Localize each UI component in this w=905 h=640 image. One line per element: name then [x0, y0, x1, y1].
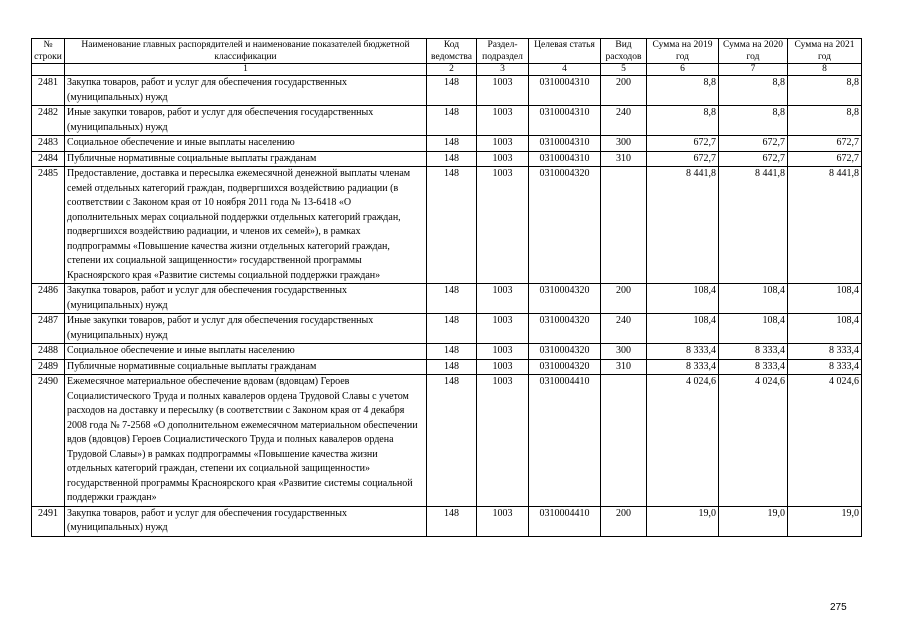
row-dept-code: 148 — [427, 136, 477, 152]
row-section: 1003 — [477, 344, 529, 360]
row-kind: 200 — [601, 506, 647, 536]
row-sum-2021: 8 441,8 — [788, 167, 862, 284]
column-number: 6 — [647, 64, 719, 76]
row-target: 0310004310 — [529, 106, 601, 136]
row-kind: 310 — [601, 151, 647, 167]
row-section: 1003 — [477, 284, 529, 314]
row-sum-2021: 672,7 — [788, 151, 862, 167]
row-sum-2021: 4 024,6 — [788, 375, 862, 507]
header-row-no: № строки — [32, 39, 65, 64]
row-dept-code: 148 — [427, 76, 477, 106]
row-sum-2021: 8,8 — [788, 76, 862, 106]
row-number: 2483 — [32, 136, 65, 152]
table-row — [32, 151, 862, 167]
row-target: 0310004320 — [529, 284, 601, 314]
row-name: Закупка товаров, работ и услуг для обеспечения государственных (муниципальных) нужд — [65, 76, 427, 106]
row-dept-code: 148 — [427, 375, 477, 507]
header-name: Наименование главных распорядителей и наименование показателей бюджетной классификации — [65, 39, 427, 64]
row-kind — [601, 167, 647, 284]
row-sum-2021: 108,4 — [788, 314, 862, 344]
row-dept-code: 148 — [427, 314, 477, 344]
column-number: 7 — [719, 64, 788, 76]
row-target: 0310004410 — [529, 506, 601, 536]
row-sum-2021: 19,0 — [788, 506, 862, 536]
row-sum-2020: 8 441,8 — [719, 167, 788, 284]
row-sum-2020: 8,8 — [719, 76, 788, 106]
row-number: 2484 — [32, 151, 65, 167]
row-section: 1003 — [477, 167, 529, 284]
row-sum-2019: 8 333,4 — [647, 344, 719, 360]
row-target: 0310004320 — [529, 167, 601, 284]
row-number: 2488 — [32, 344, 65, 360]
column-number: 4 — [529, 64, 601, 76]
row-number: 2490 — [32, 375, 65, 507]
row-sum-2019: 672,7 — [647, 136, 719, 152]
row-number: 2486 — [32, 284, 65, 314]
column-number: 5 — [601, 64, 647, 76]
row-sum-2020: 4 024,6 — [719, 375, 788, 507]
row-kind: 200 — [601, 76, 647, 106]
row-sum-2020: 19,0 — [719, 506, 788, 536]
row-sum-2021: 8,8 — [788, 106, 862, 136]
row-dept-code: 148 — [427, 106, 477, 136]
row-name: Социальное обеспечение и иные выплаты населению — [65, 344, 427, 360]
table-row — [32, 284, 862, 314]
row-sum-2021: 8 333,4 — [788, 344, 862, 360]
row-sum-2019: 108,4 — [647, 284, 719, 314]
header-section: Раздел-подраздел — [477, 39, 529, 64]
row-target: 0310004310 — [529, 136, 601, 152]
table-row — [32, 375, 862, 507]
row-dept-code: 148 — [427, 359, 477, 375]
table-row — [32, 359, 862, 375]
header-dept-code: Код ведомства — [427, 39, 477, 64]
row-dept-code: 148 — [427, 506, 477, 536]
table-row — [32, 344, 862, 360]
row-number: 2487 — [32, 314, 65, 344]
row-target: 0310004320 — [529, 344, 601, 360]
table-row — [32, 506, 862, 536]
row-name: Публичные нормативные социальные выплаты гражданам — [65, 151, 427, 167]
row-number: 2482 — [32, 106, 65, 136]
row-sum-2021: 8 333,4 — [788, 359, 862, 375]
row-name: Ежемесячное материальное обеспечение вдовам (вдовцам) Героев Социалистического Труда и полных кавалеров ордена Трудовой Славы с учетом расходов на доставку и пересылку (в соответствии с Законом края от 4 декабря 2008 года № 7-2568 «О дополнительном ежемесячном материальном обеспечении вдов (вдовцов) Героев Социалистического Труда и полных кавалеров ордена Трудовой Славы») в рамках подпрограммы «Повышение качества жизни отдельных категорий граждан, степени их социальной защищенности» государственной программы Красноярского края «Развитие системы социальной поддержки граждан» — [65, 375, 427, 507]
row-number: 2489 — [32, 359, 65, 375]
header-row — [32, 39, 862, 64]
row-kind: 310 — [601, 359, 647, 375]
row-section: 1003 — [477, 314, 529, 344]
row-sum-2019: 8,8 — [647, 106, 719, 136]
header-sum-2020: Сумма на 2020 год — [719, 39, 788, 64]
row-target: 0310004320 — [529, 314, 601, 344]
row-target: 0310004310 — [529, 76, 601, 106]
column-number: 3 — [477, 64, 529, 76]
column-number: 1 — [65, 64, 427, 76]
page-number: 275 — [830, 602, 847, 613]
table-row — [32, 106, 862, 136]
row-sum-2020: 8 333,4 — [719, 344, 788, 360]
table-row — [32, 314, 862, 344]
row-dept-code: 148 — [427, 344, 477, 360]
row-sum-2020: 8,8 — [719, 106, 788, 136]
row-sum-2020: 108,4 — [719, 284, 788, 314]
row-dept-code: 148 — [427, 167, 477, 284]
row-number: 2485 — [32, 167, 65, 284]
row-name: Публичные нормативные социальные выплаты гражданам — [65, 359, 427, 375]
row-sum-2020: 672,7 — [719, 151, 788, 167]
row-sum-2021: 108,4 — [788, 284, 862, 314]
row-name: Закупка товаров, работ и услуг для обеспечения государственных (муниципальных) нужд — [65, 284, 427, 314]
table-row — [32, 136, 862, 152]
column-number: 2 — [427, 64, 477, 76]
row-name: Социальное обеспечение и иные выплаты населению — [65, 136, 427, 152]
row-sum-2019: 4 024,6 — [647, 375, 719, 507]
row-sum-2019: 8 441,8 — [647, 167, 719, 284]
row-sum-2020: 672,7 — [719, 136, 788, 152]
table-row — [32, 76, 862, 106]
row-section: 1003 — [477, 136, 529, 152]
row-sum-2019: 108,4 — [647, 314, 719, 344]
row-kind: 240 — [601, 314, 647, 344]
row-name: Предоставление, доставка и пересылка ежемесячной денежной выплаты членам семей отдельных категорий граждан, подвергшихся воздействию радиации (в соответствии с Законом края от 10 ноября 2011 года № 13-6418 «О дополнительных мерах социальной поддержки отдельных категорий граждан, подвергшихся воздействию радиации, и членов их семей»), в рамках подпрограммы «Повышение качества жизни отдельных категорий граждан, степени их социальной защищенности» государственной программы Красноярского края «Развитие системы социальной поддержки граждан» — [65, 167, 427, 284]
row-dept-code: 148 — [427, 151, 477, 167]
row-section: 1003 — [477, 375, 529, 507]
header-sum-2019: Сумма на 2019 год — [647, 39, 719, 64]
row-section: 1003 — [477, 359, 529, 375]
row-section: 1003 — [477, 76, 529, 106]
row-target: 0310004320 — [529, 359, 601, 375]
column-number — [32, 64, 65, 76]
table-body — [32, 76, 862, 537]
row-dept-code: 148 — [427, 284, 477, 314]
row-sum-2019: 19,0 — [647, 506, 719, 536]
row-kind: 200 — [601, 284, 647, 314]
row-name: Иные закупки товаров, работ и услуг для обеспечения государственных (муниципальных) нужд — [65, 106, 427, 136]
row-sum-2021: 672,7 — [788, 136, 862, 152]
header-kind: Вид расходов — [601, 39, 647, 64]
row-section: 1003 — [477, 506, 529, 536]
row-kind: 300 — [601, 344, 647, 360]
table-row — [32, 167, 862, 284]
budget-table — [31, 38, 862, 537]
row-sum-2019: 8,8 — [647, 76, 719, 106]
row-target: 0310004310 — [529, 151, 601, 167]
header-sum-2021: Сумма на 2021 год — [788, 39, 862, 64]
row-kind: 300 — [601, 136, 647, 152]
row-kind — [601, 375, 647, 507]
row-name: Иные закупки товаров, работ и услуг для обеспечения государственных (муниципальных) нужд — [65, 314, 427, 344]
header-target: Целевая статья — [529, 39, 601, 64]
column-number-row — [32, 64, 862, 76]
row-section: 1003 — [477, 151, 529, 167]
row-sum-2019: 672,7 — [647, 151, 719, 167]
row-kind: 240 — [601, 106, 647, 136]
row-sum-2019: 8 333,4 — [647, 359, 719, 375]
row-number: 2481 — [32, 76, 65, 106]
row-sum-2020: 108,4 — [719, 314, 788, 344]
row-target: 0310004410 — [529, 375, 601, 507]
row-name: Закупка товаров, работ и услуг для обеспечения государственных (муниципальных) нужд — [65, 506, 427, 536]
row-section: 1003 — [477, 106, 529, 136]
row-number: 2491 — [32, 506, 65, 536]
column-number: 8 — [788, 64, 862, 76]
row-sum-2020: 8 333,4 — [719, 359, 788, 375]
